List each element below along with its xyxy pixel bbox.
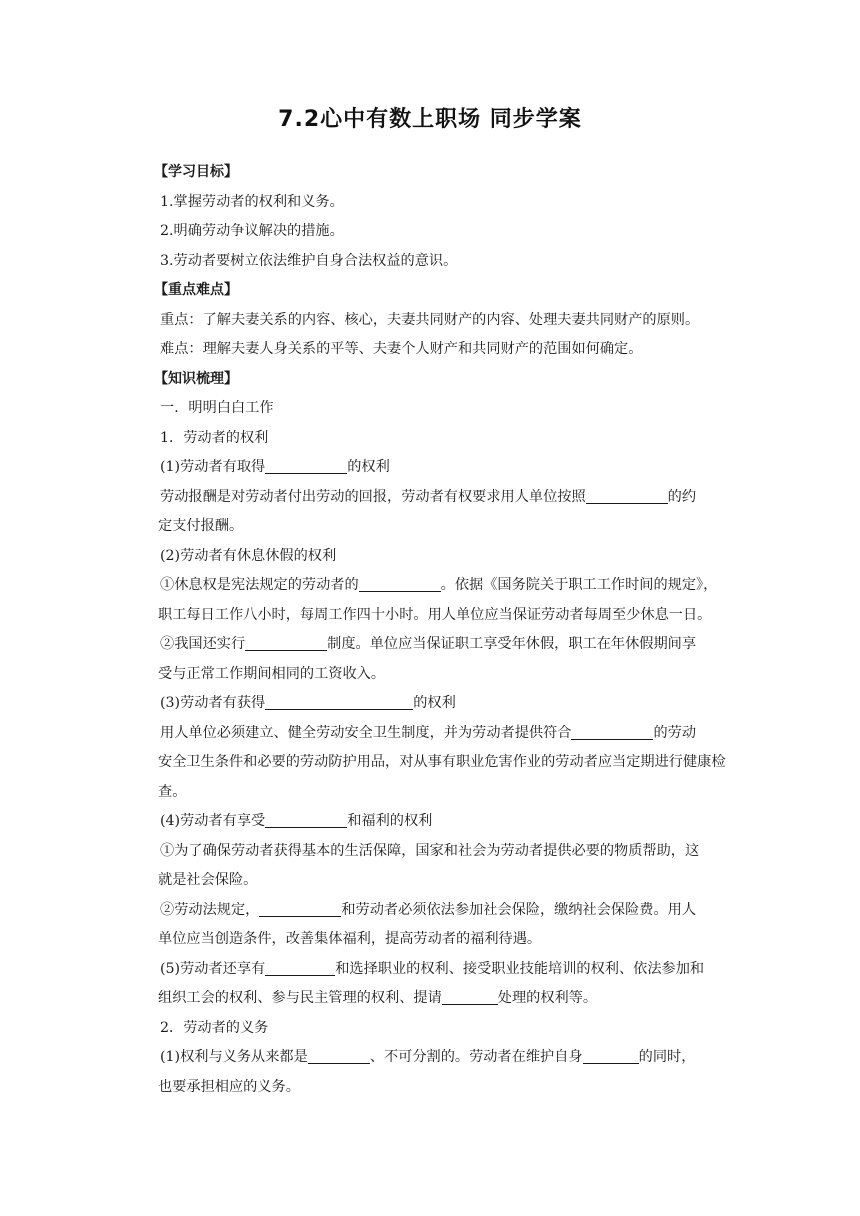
paragraph-line: 安全卫生条件和必要的劳动防护用品，对从事有职业危害作业的劳动者应当定期进行健康检 (158, 754, 726, 770)
sub-heading: 2．劳动者的义务 (160, 1019, 269, 1036)
paragraph-line (160, 571, 730, 601)
text: ①休息权是宪法规定的劳动者的 (160, 577, 359, 593)
text: 的权利 (347, 459, 390, 475)
fill-blank[interactable] (245, 635, 327, 651)
right-4-heading (160, 807, 730, 837)
fill-blank[interactable] (586, 488, 668, 504)
document-body (154, 158, 730, 1102)
objectives-heading: 【学习目标】 (154, 164, 238, 180)
text: 和劳动者必须依法参加社会保险，缴纳社会保险费。用人 (341, 901, 697, 918)
right-2-heading: (2)劳动者有休息休假的权利 (160, 547, 337, 564)
key-points: 重点：了解夫妻关系的内容、核心，夫妻共同财产的内容、处理夫妻共同财产的原则。 (160, 311, 700, 328)
paragraph-line (160, 630, 730, 660)
text: 组织工会的权利、参与民主管理的权利、提请 (158, 990, 442, 1006)
text: 。依据《国务院关于职工工作时间的规定》， (440, 577, 718, 593)
fill-blank[interactable] (259, 901, 341, 917)
fill-blank[interactable] (571, 724, 653, 740)
text: 的同时， (638, 1049, 696, 1065)
paragraph-line (160, 896, 730, 926)
text: ②我国还实行 (160, 636, 246, 652)
paragraph-line: 查。 (158, 783, 187, 800)
paragraph-line (160, 719, 730, 749)
key-heading: 【重点难点】 (154, 282, 238, 298)
fill-blank[interactable] (265, 812, 347, 828)
text: (5)劳动者还享有 (160, 960, 266, 977)
right-1-heading (160, 453, 730, 483)
paragraph-line (158, 984, 730, 1014)
knowledge-heading: 【知识梳理】 (154, 370, 238, 387)
paragraph-line (160, 1043, 730, 1073)
text: 的约 (667, 488, 697, 505)
right-5-heading (160, 955, 730, 985)
text: 和选择职业的权利、接受职业技能培训的权利、依法参加和 (335, 960, 705, 977)
fill-blank[interactable] (265, 458, 347, 474)
text: 和福利的权利 (347, 813, 433, 829)
paragraph-line: 定支付报酬。 (158, 518, 244, 534)
objective-item: 1.掌握劳动者的权利和义务。 (160, 193, 344, 210)
text: ②劳动法规定， (160, 901, 260, 918)
fill-blank[interactable] (265, 960, 335, 976)
text: 、不可分割的。劳动者在维护自身 (369, 1049, 583, 1065)
objective-item: 2.明确劳动争议解决的措施。 (160, 223, 344, 239)
paragraph-line: 也要承担相应的义务。 (158, 1078, 300, 1095)
fill-blank[interactable] (308, 1048, 370, 1064)
fill-blank[interactable] (359, 576, 441, 592)
part-heading: 一．明明白白工作 (160, 400, 274, 416)
text: 用人单位必须建立、健全劳动安全卫生制度，并为劳动者提供符合 (160, 724, 572, 741)
text: 的权利 (413, 695, 456, 711)
objective-item: 3.劳动者要树立依法维护自身合法权益的意识。 (160, 252, 458, 269)
paragraph-line: 职工每日工作八小时，每周工作四十小时。用人单位应当保证劳动者每周至少休息一日。 (158, 606, 712, 623)
text: 的劳动 (653, 724, 697, 741)
sub-heading: 1．劳动者的权利 (160, 429, 269, 446)
text: (1)劳动者有取得 (160, 459, 266, 475)
text: 处理的权利等。 (497, 990, 598, 1006)
text: 制度。单位应当保证职工享受年休假，职工在年休假期间享 (327, 636, 697, 652)
fill-blank[interactable] (265, 694, 413, 710)
text: (3)劳动者有获得 (160, 695, 266, 711)
fill-blank[interactable] (583, 1048, 639, 1064)
paragraph-line: 就是社会保险。 (158, 872, 258, 888)
text: 劳动报酬是对劳动者付出劳动的回报，劳动者有权要求用人单位按照 (160, 488, 586, 505)
fill-blank[interactable] (442, 989, 498, 1005)
difficulties: 难点：理解夫妻人身关系的平等、夫妻个人财产和共同财产的范围如何确定。 (160, 341, 643, 357)
page-title: 7.2心中有数上职场 同步学案 (278, 107, 582, 132)
paragraph-line: 单位应当创造条件，改善集体福利，提高劳动者的福利待遇。 (158, 931, 542, 947)
right-3-heading (160, 689, 730, 719)
text: (4)劳动者有享受 (160, 813, 266, 829)
paragraph-line (160, 483, 730, 513)
paragraph-line: 受与正常工作期间相同的工资收入。 (158, 665, 386, 682)
paragraph-line: ①为了确保劳动者获得基本的生活保障，国家和社会为劳动者提供必要的物质帮助，这 (160, 842, 700, 859)
text: (1)权利与义务从来都是 (160, 1049, 308, 1065)
